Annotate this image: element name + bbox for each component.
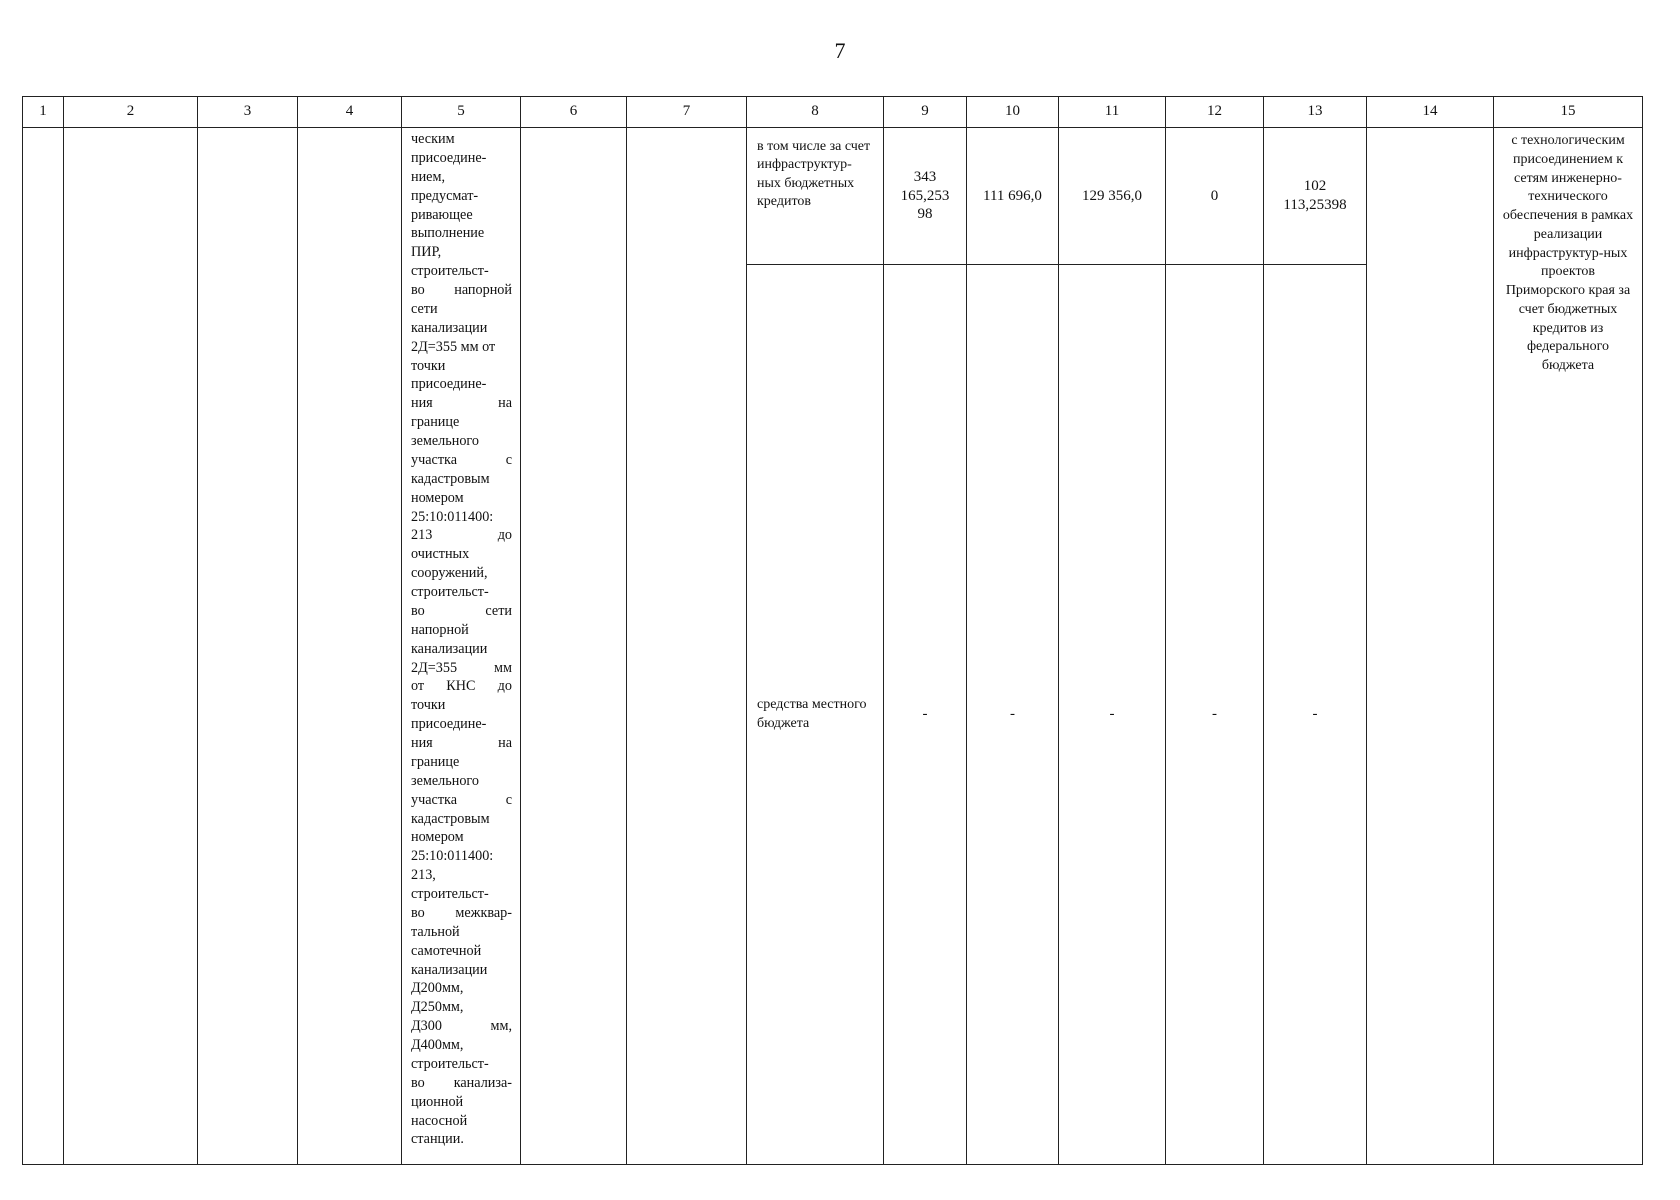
description-line: ционной xyxy=(411,1093,464,1110)
value-col10: 111 696,0 xyxy=(967,128,1059,265)
description-line: строительст- xyxy=(411,584,489,600)
description-line: самотечной xyxy=(411,942,482,959)
column-number: 13 xyxy=(1264,97,1367,128)
value-col9 xyxy=(884,128,967,265)
object-description xyxy=(402,128,521,1165)
column-number: 9 xyxy=(884,97,967,128)
description-line: 2Д=355 мм от xyxy=(411,338,496,355)
description-line: строительст- xyxy=(411,886,489,902)
value-col13 xyxy=(1264,128,1367,265)
description-line: земельного xyxy=(411,433,479,449)
description-line: 25:10:011400: xyxy=(411,848,494,865)
description-line: Д250мм, xyxy=(411,999,464,1016)
column-number: 4 xyxy=(298,97,402,128)
column-number: 15 xyxy=(1494,97,1643,128)
cell-col1 xyxy=(23,128,64,1165)
description-line: напорной xyxy=(411,621,469,638)
column-number: 10 xyxy=(967,97,1059,128)
description-line: границе xyxy=(411,414,460,431)
description-line: кадастровым xyxy=(411,470,490,487)
description-line: кадастровым xyxy=(411,810,490,827)
funding-source: средства местного бюджета xyxy=(747,265,884,1165)
description-line: Д400мм, xyxy=(411,1037,464,1053)
description-line: присоедине- xyxy=(411,376,487,393)
description-line: точки xyxy=(411,357,446,374)
cell-col6 xyxy=(521,128,627,1165)
description-line: канализации xyxy=(411,319,488,336)
description-line: земельного xyxy=(411,772,479,789)
column-number: 7 xyxy=(627,97,747,128)
value-col13: - xyxy=(1264,265,1367,1165)
description-line: ния на xyxy=(411,395,512,412)
description-line: Д200мм, xyxy=(411,980,464,997)
description-line: очистных xyxy=(411,546,470,563)
description-line: ПИР, xyxy=(411,244,442,261)
description-line: насосной xyxy=(411,1112,468,1129)
value-text: 343 165,253 98 xyxy=(900,168,950,223)
description-line: предусмат- xyxy=(411,187,479,204)
cell-col7 xyxy=(627,128,747,1165)
description-line: от КНС до xyxy=(411,678,512,695)
description-line: присоедине- xyxy=(411,149,487,166)
description-line: строительст- xyxy=(411,263,489,280)
column-number: 1 xyxy=(23,97,64,128)
description-line: выполнение xyxy=(411,225,485,242)
description-line: канализации xyxy=(411,961,488,978)
funding-source: в том числе за счет инфраструктур-ных бюджетных кредитов xyxy=(747,128,884,265)
description-line: во канализа- xyxy=(411,1074,512,1091)
cell-col14 xyxy=(1367,128,1494,1165)
description-line: номером xyxy=(411,829,464,846)
description-line: присоедине- xyxy=(411,716,487,733)
description-line: ния на xyxy=(411,735,512,751)
column-number: 5 xyxy=(402,97,521,128)
description-line: границе xyxy=(411,753,460,770)
description-line: тальной xyxy=(411,923,460,940)
description-line: сооружений, xyxy=(411,565,488,582)
description-line: во межквар- xyxy=(411,904,512,921)
value-text: 102 113,25398 xyxy=(1283,178,1347,213)
description-line: ческим xyxy=(411,131,455,147)
value-col11: - xyxy=(1059,265,1166,1165)
cell-col2 xyxy=(64,128,198,1165)
description-line: участка с xyxy=(411,791,512,808)
description-line: 2Д=355 мм xyxy=(411,659,512,676)
description-line: во сети xyxy=(411,602,512,619)
page-number: 7 xyxy=(834,38,846,63)
cell-col4 xyxy=(298,128,402,1165)
column-number: 12 xyxy=(1166,97,1264,128)
description-line: нием, xyxy=(411,168,446,185)
column-number: 14 xyxy=(1367,97,1494,128)
table-row xyxy=(23,128,1643,265)
description-line: 213, xyxy=(411,867,436,884)
description-line: Д300 мм, xyxy=(411,1018,512,1035)
column-number: 2 xyxy=(64,97,198,128)
description-line: канализации xyxy=(411,640,488,657)
column-number: 3 xyxy=(198,97,298,128)
value-col10: - xyxy=(967,265,1059,1165)
description-line: строительст- xyxy=(411,1055,489,1072)
description-line: точки xyxy=(411,697,446,714)
data-table xyxy=(22,96,1643,1165)
description-line: во напорной xyxy=(411,282,512,298)
value-col11: 129 356,0 xyxy=(1059,128,1166,265)
value-col9: - xyxy=(884,265,967,1165)
column-number: 11 xyxy=(1059,97,1166,128)
value-col12: 0 xyxy=(1166,128,1264,265)
cell-col3 xyxy=(198,128,298,1165)
note-cell: с технологическим присоединением к сетям инженерно-технического обеспечения в рамках реализации инфраструктур-ных проектов Приморского края за счет бюджетных кредитов из федерального бюджета xyxy=(1494,128,1643,1165)
description-line: станции. xyxy=(411,1131,464,1148)
column-number-row xyxy=(23,97,1643,128)
description-line: номером xyxy=(411,489,464,506)
value-col12: - xyxy=(1166,265,1264,1165)
description-line: сети xyxy=(411,300,438,317)
column-number: 6 xyxy=(521,97,627,128)
description-line: 25:10:011400: xyxy=(411,508,494,525)
description-line: участка с xyxy=(411,451,512,468)
description-line: 213 до xyxy=(411,527,512,544)
description-line: ривающее xyxy=(411,206,473,223)
column-number: 8 xyxy=(747,97,884,128)
